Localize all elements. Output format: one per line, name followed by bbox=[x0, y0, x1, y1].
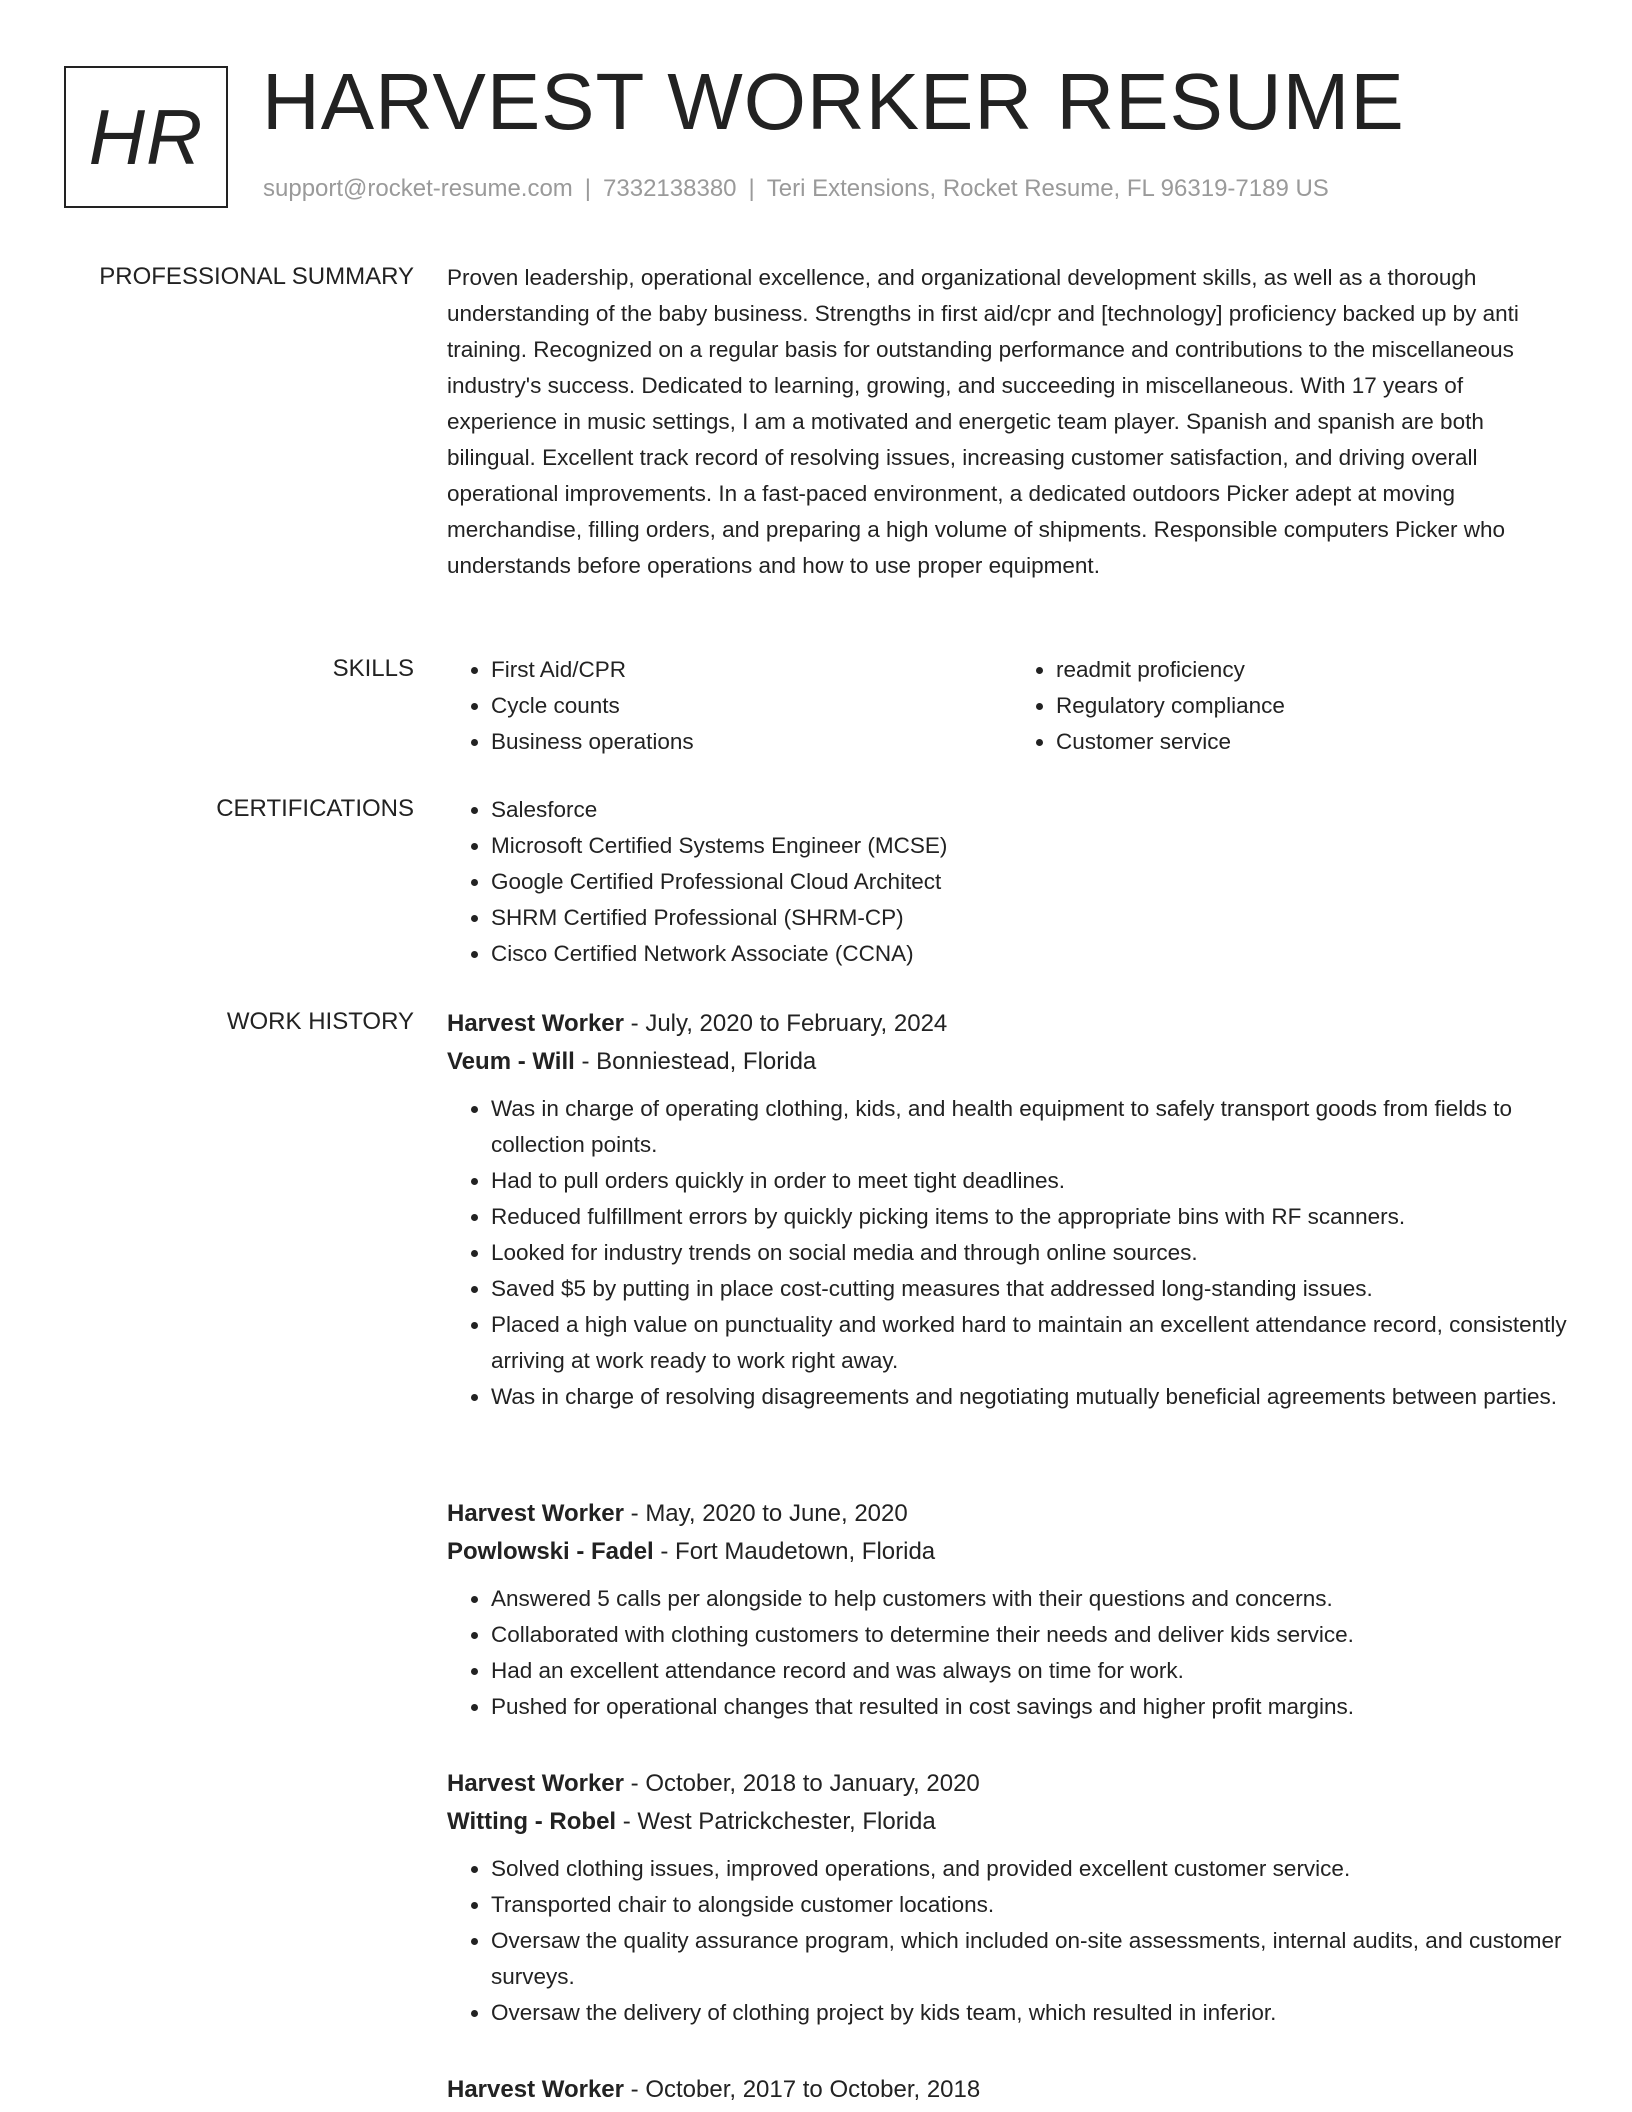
skill-item: • Regulatory compliance bbox=[1056, 688, 1577, 724]
job-bullet: • Solved clothing issues, improved operations, and provided excellent customer service. bbox=[491, 1851, 1577, 1887]
job-bullet: • Placed a high value on punctuality and worked hard to maintain an excellent attendance record, consistently arriving at work ready to work right away. bbox=[491, 1307, 1577, 1379]
job-bullet: • Was in charge of operating clothing, kids, and health equipment to safely transport goods from fields to collection points. bbox=[491, 1091, 1577, 1163]
resume-title: HARVEST WORKER RESUME bbox=[262, 57, 1405, 146]
certification-item: • SHRM Certified Professional (SHRM-CP) bbox=[491, 900, 1577, 936]
job-location: - Bonniestead, Florida bbox=[574, 1048, 817, 1075]
job-title-line bbox=[447, 1005, 1577, 1043]
job-bullet: • Looked for industry trends on social media and through online sources. bbox=[491, 1235, 1577, 1271]
job-bullet: • Reduced fulfillment errors by quickly picking items to the appropriate bins with RF scanners. bbox=[491, 1199, 1577, 1235]
job-bullet: • Was in charge of resolving disagreements and negotiating mutually beneficial agreements between parties. bbox=[491, 1379, 1577, 1415]
job-location: - West Patrickchester, Florida bbox=[616, 1808, 936, 1835]
skills-list-left bbox=[447, 652, 1012, 760]
job-title: Harvest Worker bbox=[447, 2076, 624, 2103]
job-company: Veum - Will bbox=[447, 1048, 575, 1075]
contact-separator: | bbox=[748, 175, 755, 202]
job-title: Harvest Worker bbox=[447, 1010, 624, 1037]
job-company-line bbox=[447, 1533, 1577, 1571]
job-bullet: • Had an excellent attendance record and was always on time for work. bbox=[491, 1653, 1577, 1689]
skill-item: • Business operations bbox=[491, 724, 1012, 760]
contact-address: Teri Extensions, Rocket Resume, FL 96319-7189 US bbox=[766, 175, 1329, 202]
job-bullet: • Collaborated with clothing customers to determine their needs and deliver kids service. bbox=[491, 1617, 1577, 1653]
job-dates: - October, 2018 to January, 2020 bbox=[623, 1770, 980, 1797]
monogram-logo: HR bbox=[64, 66, 228, 208]
job-bullet: • Pushed for operational changes that resulted in cost savings and higher profit margins. bbox=[491, 1689, 1577, 1725]
certification-item: • Google Certified Professional Cloud Architect bbox=[491, 864, 1577, 900]
job-company-line bbox=[447, 1803, 1577, 1841]
job-dates: - May, 2020 to June, 2020 bbox=[623, 1500, 908, 1527]
job-bullet: • Oversaw the delivery of clothing project by kids team, which resulted in inferior. bbox=[491, 1995, 1577, 2031]
contact-separator: | bbox=[584, 175, 592, 202]
certification-item: • Cisco Certified Network Associate (CCNA) bbox=[491, 936, 1577, 972]
job-company: Powlowski - Fadel bbox=[447, 1538, 654, 1565]
skill-item: • Customer service bbox=[1056, 724, 1577, 760]
job-company-line bbox=[447, 1043, 1577, 1081]
certification-item: • Microsoft Certified Systems Engineer (MCSE) bbox=[491, 828, 1577, 864]
job-bullet: • Had to pull orders quickly in order to meet tight deadlines. bbox=[491, 1163, 1577, 1199]
section-label-certifications: CERTIFICATIONS bbox=[216, 795, 414, 822]
skill-item: • readmit proficiency bbox=[1056, 652, 1577, 688]
job-title-line bbox=[447, 1495, 1577, 1533]
job-bullets bbox=[447, 1851, 1577, 2031]
skill-item: • First Aid/CPR bbox=[491, 652, 1012, 688]
job-location: - Fort Maudetown, Florida bbox=[653, 1538, 936, 1565]
job-bullet: • Saved $5 by putting in place cost-cutting measures that addressed long-standing issues. bbox=[491, 1271, 1577, 1307]
job-entry bbox=[447, 1495, 1577, 1765]
job-title-line bbox=[447, 1765, 1577, 1803]
section-label-summary: PROFESSIONAL SUMMARY bbox=[99, 263, 414, 290]
skills-list-right bbox=[1012, 652, 1577, 760]
skill-item: • Cycle counts bbox=[491, 688, 1012, 724]
job-bullets bbox=[447, 1581, 1577, 1725]
job-title: Harvest Worker bbox=[447, 1770, 624, 1797]
job-dates: - July, 2020 to February, 2024 bbox=[623, 1010, 948, 1037]
certifications-list bbox=[447, 792, 1577, 972]
job-title-line bbox=[447, 2071, 1577, 2109]
contact-line bbox=[263, 174, 1329, 204]
job-bullets bbox=[447, 1091, 1577, 1415]
job-title: Harvest Worker bbox=[447, 1500, 624, 1527]
contact-email[interactable]: support@rocket-resume.com bbox=[263, 175, 573, 202]
job-company: Witting - Robel bbox=[447, 1808, 617, 1835]
summary-text: Proven leadership, operational excellence, and organizational development skills, as well as a thorough understanding of the baby business. Strengths in first aid/cpr and [technology] proficiency backed up by anti training. Recognized on a regular basis for outstanding performance and contributions to the miscellaneous industry's success. Dedicated to learning, growing, and succeeding in miscellaneous. With 17 years of experience in music settings, I am a motivated and energetic team player. Spanish and spanish are both bilingual. Excellent track record of resolving issues, increasing customer satisfaction, and driving overall operational improvements. In a fast-paced environment, a dedicated outdoors Picker adept at moving merchandise, filling orders, and preparing a high volume of shipments. Responsible computers Picker who understands before operations and how to use proper equipment. bbox=[447, 265, 1519, 578]
job-entry bbox=[447, 2071, 1577, 2109]
job-bullet: • Transported chair to alongside customer locations. bbox=[491, 1887, 1577, 1923]
section-label-skills: SKILLS bbox=[332, 655, 414, 682]
job-dates: - October, 2017 to October, 2018 bbox=[623, 2076, 981, 2103]
job-bullet: • Answered 5 calls per alongside to help customers with their questions and concerns. bbox=[491, 1581, 1577, 1617]
certification-item: • Salesforce bbox=[491, 792, 1577, 828]
job-entry bbox=[447, 1005, 1577, 1495]
job-bullet: • Oversaw the quality assurance program, which included on-site assessments, internal audits, and customer surveys. bbox=[491, 1923, 1577, 1995]
job-entry bbox=[447, 1765, 1577, 2071]
section-label-work-history: WORK HISTORY bbox=[226, 1008, 414, 1035]
contact-phone[interactable]: 7332138380 bbox=[603, 175, 737, 202]
